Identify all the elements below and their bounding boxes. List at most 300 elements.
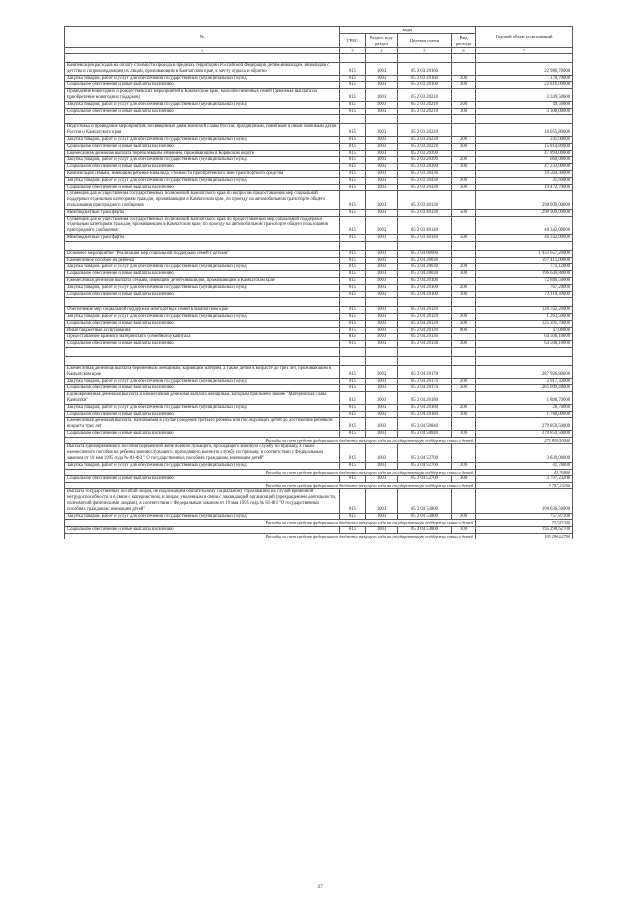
section-code: 1003 [366, 334, 398, 341]
expense-type-code [452, 216, 476, 234]
spacer-row [65, 241, 573, 250]
target-article-code: 05 2 04 20180 [398, 392, 452, 405]
expense-name: Социальное обеспечение и иные выплаты населению [65, 271, 340, 278]
empty-cell [452, 357, 476, 366]
amount: 26,70000 [476, 404, 573, 411]
target-article-code: 05 2 03 20220 [398, 136, 452, 143]
empty-cell [476, 54, 573, 63]
expense-name: Компенсация семьям, имеющим ребенка-инвалида, стоимости приобретенного ими транспортного средства [65, 170, 340, 177]
table-row [65, 513, 573, 520]
expense-type-code [452, 366, 476, 379]
table-row [65, 411, 573, 418]
target-article-code: 05 2 03 40140 [398, 234, 452, 241]
amount: 2 917,32000 [476, 378, 573, 385]
table-row [65, 89, 573, 102]
budget-table [64, 26, 573, 539]
amount: 16 055,80000 [476, 124, 573, 137]
expense-name: Иные бюджетные ассигнования [65, 327, 340, 334]
spacer-row [65, 298, 573, 307]
target-article-code: 05 2 04 20170 [398, 385, 452, 392]
expense-name: Социальное обеспечение и иные выплаты населению [65, 82, 340, 89]
table-row [65, 431, 573, 438]
grbs-code: 815 [340, 489, 366, 513]
expense-type-code: 200 [452, 264, 476, 271]
empty-cell [340, 298, 366, 307]
target-article-code: 05 2 04 20170 [398, 366, 452, 379]
expense-type-code: 300 [452, 385, 476, 392]
amount: 64 508,10000 [476, 341, 573, 348]
grbs-code: 815 [340, 277, 366, 284]
section-code: 1003 [366, 366, 398, 379]
expense-type-code [452, 150, 476, 157]
target-article-code: 05 2 03 20220 [398, 143, 452, 150]
target-article-code: 05 2 03 20210 [398, 101, 452, 108]
amount: 19 504,30000 [476, 170, 573, 177]
grbs-code: 815 [340, 164, 366, 171]
expense-type-code [452, 257, 476, 264]
section-code: 1003 [366, 378, 398, 385]
table-row [65, 184, 573, 191]
section-code: 1003 [366, 307, 398, 314]
expense-type-code [452, 489, 476, 513]
target-article-code: 05 2 03 40130 [398, 191, 452, 209]
target-article-code: 05 2 04 50840 [398, 418, 452, 431]
expense-name: Социальное обеспечение и иные выплаты населению [65, 184, 340, 191]
section-code: 1003 [366, 476, 398, 483]
section-code: 1003 [366, 143, 398, 150]
header-target-article: Целевая статья [398, 34, 452, 48]
expense-type-code: 200 [452, 378, 476, 385]
expense-name: Социальное обеспечение и иные выплаты населению [65, 164, 340, 171]
grbs-code: 815 [340, 307, 366, 314]
section-code: 1003 [366, 164, 398, 171]
table-row [65, 264, 573, 271]
expense-name: Субвенция для осуществления государственных полномочий Камчатского края по вопросам предоставления мер социальной поддержки отдельным категориям граждан, проживающим в Камчатском крае, по проезду на автомобильном транспорте общего пользования пригородного сообщения [65, 191, 340, 209]
amount: 46 342,00000 [476, 234, 573, 241]
expense-name: Субвенция для осуществления государственных полномочий Камчатского края по предоставлению мер социальной поддержки отдельным категориям граждан, проживающим в Камчатском крае, по проезду на автомобильном транспорте общего пользования пригородного сообщения [65, 216, 340, 234]
table-row [65, 307, 573, 314]
amount: 1 263,50000 [476, 314, 573, 321]
table-row [65, 250, 573, 257]
colnum-7: 7 [476, 48, 573, 54]
grbs-code: 815 [340, 334, 366, 341]
federal-funding-note-row [65, 533, 573, 539]
table-row [65, 284, 573, 291]
header-grbs: ГРБС [340, 34, 366, 48]
empty-cell [452, 241, 476, 250]
section-code: 1003 [366, 411, 398, 418]
amount: 49,50000 [476, 101, 573, 108]
grbs-code: 815 [340, 271, 366, 278]
table-row [65, 366, 573, 379]
target-article-code: 05 2 03 20430 [398, 170, 452, 177]
empty-cell [398, 54, 452, 63]
expense-name: Основное мероприятие "Реализация мер социальной поддержки семей с детьми" [65, 250, 340, 257]
target-article-code: 05 2 04 00000 [398, 250, 452, 257]
spacer-row [65, 115, 573, 124]
empty-cell [366, 115, 398, 124]
note-amount: 3 797,23200 [476, 482, 573, 489]
section-code: 1003 [366, 264, 398, 271]
expense-name: Подготовка и проведение мероприятий, посвященных дням воинской славы России, праздничным, памятным и иным значимым датам России и Камчатского края [65, 124, 340, 137]
table-row [65, 327, 573, 334]
table-row [65, 271, 573, 278]
table-row [65, 334, 573, 341]
expense-type-code: 200 [452, 75, 476, 82]
empty-cell [398, 241, 452, 250]
expense-type-code: 500 [452, 234, 476, 241]
table-row [65, 170, 573, 177]
expense-type-code: 300 [452, 320, 476, 327]
section-code: 1003 [366, 513, 398, 520]
empty-cell [65, 241, 340, 250]
expense-type-code: 300 [452, 164, 476, 171]
expense-name: Закупка товаров, работ и услуг для обеспечения государственных (муниципальных) нужд [65, 264, 340, 271]
table-row [65, 385, 573, 392]
expense-type-code: 200 [452, 157, 476, 164]
header-codes: коды [340, 27, 476, 34]
expense-type-code: 300 [452, 341, 476, 348]
target-article-code: 05 2 04 52700 [398, 462, 452, 469]
target-article-code: 05 2 04 20030 [398, 264, 452, 271]
section-code: 1003 [366, 191, 398, 209]
target-article-code: 05 2 03 20160 [398, 82, 452, 89]
amount: 197 415,00000 [476, 257, 573, 264]
expense-type-code: 300 [452, 271, 476, 278]
table-row [65, 216, 573, 234]
target-article-code: 05 2 03 20160 [398, 63, 452, 76]
expense-name: Социальное обеспечение и иные выплаты населению [65, 431, 340, 438]
expense-type-code [452, 418, 476, 431]
grbs-code: 815 [340, 250, 366, 257]
expense-type-code: 200 [452, 284, 476, 291]
federal-funding-note: Расходы за счет средств федерального бюджета текущего года на государственную поддержку семьи и детей [65, 469, 476, 476]
grbs-code: 815 [340, 191, 366, 209]
colnum-6: 6 [452, 48, 476, 54]
expense-type-code: 300 [452, 82, 476, 89]
amount: 767,20000 [476, 284, 573, 291]
note-amount: 195 298,62700 [476, 533, 573, 539]
amount: 195 298,62700 [476, 526, 573, 533]
section-code: 1003 [366, 209, 398, 216]
expense-name: Предоставление краевого материнского (семейного) капитала [65, 334, 340, 341]
amount: 298 909,00000 [476, 191, 573, 209]
amount: 72 886,50000 [476, 277, 573, 284]
section-code: 1003 [366, 314, 398, 321]
section-code: 1003 [366, 124, 398, 137]
expense-name: Социальное обеспечение и иные выплаты населению [65, 143, 340, 150]
table-row [65, 164, 573, 171]
grbs-code: 815 [340, 476, 366, 483]
expense-name: Социальное обеспечение и иные выплаты населению [65, 411, 340, 418]
expense-type-code: 200 [452, 314, 476, 321]
section-code: 1003 [366, 101, 398, 108]
amount: 3 300,00000 [476, 108, 573, 115]
target-article-code: 05 2 03 20390 [398, 157, 452, 164]
expense-type-code: 200 [452, 404, 476, 411]
target-article-code: 05 2 03 20210 [398, 89, 452, 102]
empty-cell [366, 54, 398, 63]
expense-type-code [452, 444, 476, 462]
grbs-code: 815 [340, 150, 366, 157]
expense-type-code: 300 [452, 143, 476, 150]
grbs-code: 815 [340, 411, 366, 418]
target-article-code: 05 2 04 20130 [398, 341, 452, 348]
grbs-code: 815 [340, 341, 366, 348]
expense-type-code [452, 250, 476, 257]
grbs-code: 815 [340, 82, 366, 89]
section-code: 1003 [366, 385, 398, 392]
section-code: 1003 [366, 444, 398, 462]
empty-cell [340, 115, 366, 124]
empty-cell [65, 298, 340, 307]
section-code: 1003 [366, 341, 398, 348]
table-row [65, 191, 573, 209]
table-row [65, 101, 573, 108]
empty-cell [366, 298, 398, 307]
expense-name: Закупка товаров, работ и услуг для обеспечения государственных (муниципальных) нужд [65, 284, 340, 291]
expense-name: Закупка товаров, работ и услуг для обеспечения государственных (муниципальных) нужд [65, 177, 340, 184]
expense-type-code [452, 89, 476, 102]
target-article-code: 05 2 04 20100 [398, 284, 452, 291]
table-row [65, 404, 573, 411]
expense-name: Закупка товаров, работ и услуг для обеспечения государственных (муниципальных) нужд [65, 75, 340, 82]
section-code: 1003 [366, 271, 398, 278]
section-code: 1003 [366, 75, 398, 82]
table-row [65, 75, 573, 82]
target-article-code: 05 2 04 52700 [398, 444, 452, 462]
amount: 125 391,70000 [476, 320, 573, 327]
empty-cell [476, 357, 573, 366]
section-code: 1003 [366, 89, 398, 102]
grbs-code: 815 [340, 264, 366, 271]
target-article-code: 05 2 04 53800 [398, 513, 452, 520]
section-code: 1003 [366, 257, 398, 264]
amount: 660,00000 [476, 157, 573, 164]
note-amount: 275 859,50000 [476, 437, 573, 444]
expense-type-code: 300 [452, 411, 476, 418]
empty-cell [366, 348, 398, 357]
target-article-code: 05 2 03 20430 [398, 177, 452, 184]
expense-name: Социальное обеспечение и иные выплаты населению [65, 526, 340, 533]
table-row [65, 209, 573, 216]
grbs-code: 815 [340, 327, 366, 334]
expense-name: Выплата государственных пособий лицам, не подлежащим обязательному социальному страхованию на случай временной нетрудоспособности и в связи с материнством, и лицам, уволенным в связи с ликвидацией организаций (прекращением деятельности, полномочий физическими лицами), в соответствии с Федеральным законом от 19 мая 1995 года № 81-ФЗ "О государственных пособиях гражданам, имеющим детей" [65, 489, 340, 513]
amount: 285 009,48000 [476, 385, 573, 392]
federal-funding-note: Расходы за счет средств федерального бюджета текущего года на государственную поддержку семьи и детей [65, 533, 476, 539]
amount: 47 233,00000 [476, 164, 573, 171]
expense-name: Социальное обеспечение и иные выплаты населению [65, 385, 340, 392]
empty-cell [65, 54, 340, 63]
grbs-code: 815 [340, 444, 366, 462]
section-code: 1003 [366, 320, 398, 327]
expense-name: Социальное обеспечение и иные выплаты населению [65, 320, 340, 327]
expense-name: Социальное обеспечение и иные выплаты населению [65, 108, 340, 115]
section-code: 1003 [366, 431, 398, 438]
section-code: 1003 [366, 108, 398, 115]
grbs-code: 815 [340, 404, 366, 411]
target-article-code: 05 2 04 20170 [398, 378, 452, 385]
amount: 72 119,30000 [476, 291, 573, 298]
expense-name: Ежемесячное пособие на ребенка [65, 257, 340, 264]
note-amount: 757,87300 [476, 520, 573, 527]
grbs-code: 815 [340, 431, 366, 438]
expense-type-code [452, 277, 476, 284]
empty-cell [452, 298, 476, 307]
table-row [65, 378, 573, 385]
amount: 1 433 657,20000 [476, 250, 573, 257]
target-article-code: 05 2 04 20120 [398, 320, 452, 327]
expense-name: Социальное обеспечение и иные выплаты населению [65, 291, 340, 298]
target-article-code: 05 2 03 20160 [398, 75, 452, 82]
amount: 287 926,80000 [476, 366, 573, 379]
section-code: 1003 [366, 177, 398, 184]
empty-cell [398, 115, 452, 124]
amount: 47 893,00000 [476, 150, 573, 157]
amount: 298 909,00000 [476, 209, 573, 216]
expense-type-code: 300 [452, 108, 476, 115]
table-row [65, 277, 573, 284]
empty-cell [340, 357, 366, 366]
expense-type-code: 300 [452, 184, 476, 191]
amount: 3 797,23200 [476, 476, 573, 483]
amount: 3 839,00000 [476, 444, 573, 462]
amount: 126 702,20000 [476, 307, 573, 314]
amount: 15 814,80000 [476, 143, 573, 150]
empty-cell [476, 241, 573, 250]
target-article-code: 05 2 04 20130 [398, 334, 452, 341]
spacer-row [65, 348, 573, 357]
expense-name: Единовременная денежная выплата и ежемесячная денежная выплата женщинам, которым присвоено звание "Материнская слава Камчатки" [65, 392, 340, 405]
colnum-5: 5 [398, 48, 452, 54]
grbs-code: 815 [340, 177, 366, 184]
table-row [65, 63, 573, 76]
target-article-code: 05 2 04 20100 [398, 291, 452, 298]
expense-type-code: 300 [452, 526, 476, 533]
expense-name: Ежемесячная денежная выплата семьям, имеющим детей-инвалидов, проживающим в Камчатском крае [65, 277, 340, 284]
target-article-code: 05 2 04 53800 [398, 489, 452, 513]
amount: 279 859,50000 [476, 431, 573, 438]
table-row [65, 320, 573, 327]
grbs-code: 815 [340, 170, 366, 177]
section-code: 1003 [366, 234, 398, 241]
grbs-code: 815 [340, 216, 366, 234]
grbs-code: 815 [340, 366, 366, 379]
amount: 196 640,88000 [476, 271, 573, 278]
target-article-code: 05 2 04 20120 [398, 307, 452, 314]
section-code: 1003 [366, 184, 398, 191]
section-code: 1003 [366, 170, 398, 177]
empty-cell [65, 348, 340, 357]
table-row [65, 136, 573, 143]
federal-funding-note: Расходы за счет средств федерального бюджета текущего года на государственную поддержку семьи и детей [65, 482, 476, 489]
section-code: 1003 [366, 291, 398, 298]
grbs-code: 815 [340, 157, 366, 164]
table-row [65, 462, 573, 469]
amount: 46 342,00000 [476, 216, 573, 234]
amount: 47,00000 [476, 327, 573, 334]
expense-name: Закупка товаров, работ и услуг для обеспечения государственных (муниципальных) нужд [65, 136, 340, 143]
table-body [65, 54, 573, 540]
amount: 41,76800 [476, 462, 573, 469]
table-row [65, 526, 573, 533]
empty-cell [65, 357, 340, 366]
table-row [65, 150, 573, 157]
amount: 241,00000 [476, 136, 573, 143]
target-article-code: 05 2 03 40140 [398, 216, 452, 234]
grbs-code: 815 [340, 101, 366, 108]
amount: 31,60000 [476, 177, 573, 184]
grbs-code: 815 [340, 209, 366, 216]
table-row [65, 257, 573, 264]
expense-type-code: 200 [452, 513, 476, 520]
grbs-code: 815 [340, 314, 366, 321]
expense-type-code: 200 [452, 177, 476, 184]
expense-type-code: 300 [452, 291, 476, 298]
header-expense-type: Вид расхода [452, 34, 476, 48]
empty-cell [366, 241, 398, 250]
empty-cell [476, 348, 573, 357]
expense-name: Закупка товаров, работ и услуг для обеспечения государственных (муниципальных) нужд [65, 462, 340, 469]
spacer-row [65, 357, 573, 366]
empty-cell [398, 357, 452, 366]
grbs-code: 815 [340, 257, 366, 264]
section-code: 1003 [366, 150, 398, 157]
table-row [65, 341, 573, 348]
expense-type-code [452, 124, 476, 137]
grbs-code: 815 [340, 462, 366, 469]
expense-name: Закупка товаров, работ и услуг для обеспечения государственных (муниципальных) нужд [65, 157, 340, 164]
target-article-code: 05 2 03 20390 [398, 164, 452, 171]
expense-type-code: 200 [452, 136, 476, 143]
target-article-code: 05 2 03 20210 [398, 108, 452, 115]
expense-name: Межбюджетные трансферты [65, 209, 340, 216]
header-number: № [65, 27, 340, 48]
table-row [65, 418, 573, 431]
target-article-code: 05 2 04 50840 [398, 431, 452, 438]
section-code: 1003 [366, 526, 398, 533]
grbs-code: 815 [340, 284, 366, 291]
expense-name: Ежемесячная денежная выплата беременным женщинам, кормящим матерям, а также детям в возрасте до трех лет, проживающим в Камчатском крае [65, 366, 340, 379]
expense-name: Ежемесячная денежная выплата переболевшим лечением, проживающим в Корякском округе [65, 150, 340, 157]
section-code: 1003 [366, 284, 398, 291]
target-article-code: 05 2 03 20220 [398, 124, 452, 137]
expense-type-code: 300 [452, 476, 476, 483]
grbs-code: 815 [340, 526, 366, 533]
amount: 22 986,70000 [476, 63, 573, 76]
expense-type-code: 500 [452, 209, 476, 216]
header-razdel: Раздел, под-раздел [366, 34, 398, 48]
section-code: 1003 [366, 250, 398, 257]
table-header [65, 27, 573, 54]
grbs-code: 815 [340, 320, 366, 327]
header-amount: Годовой объем ассигнований [476, 27, 573, 48]
grbs-code: 815 [340, 63, 366, 76]
table-row [65, 177, 573, 184]
section-code: 1003 [366, 63, 398, 76]
table-row [65, 108, 573, 115]
grbs-code: 815 [340, 378, 366, 385]
section-code: 1003 [366, 404, 398, 411]
federal-funding-note: Расходы за счет средств федерального бюджета текущего года на государственную поддержку семьи и детей [65, 437, 476, 444]
colnum-3: 3 [340, 48, 366, 54]
section-code: 1003 [366, 418, 398, 431]
grbs-code: 815 [340, 234, 366, 241]
page-number: 37 [317, 884, 323, 890]
table-row [65, 82, 573, 89]
grbs-code: 815 [340, 184, 366, 191]
amount: 1 806,70000 [476, 392, 573, 405]
